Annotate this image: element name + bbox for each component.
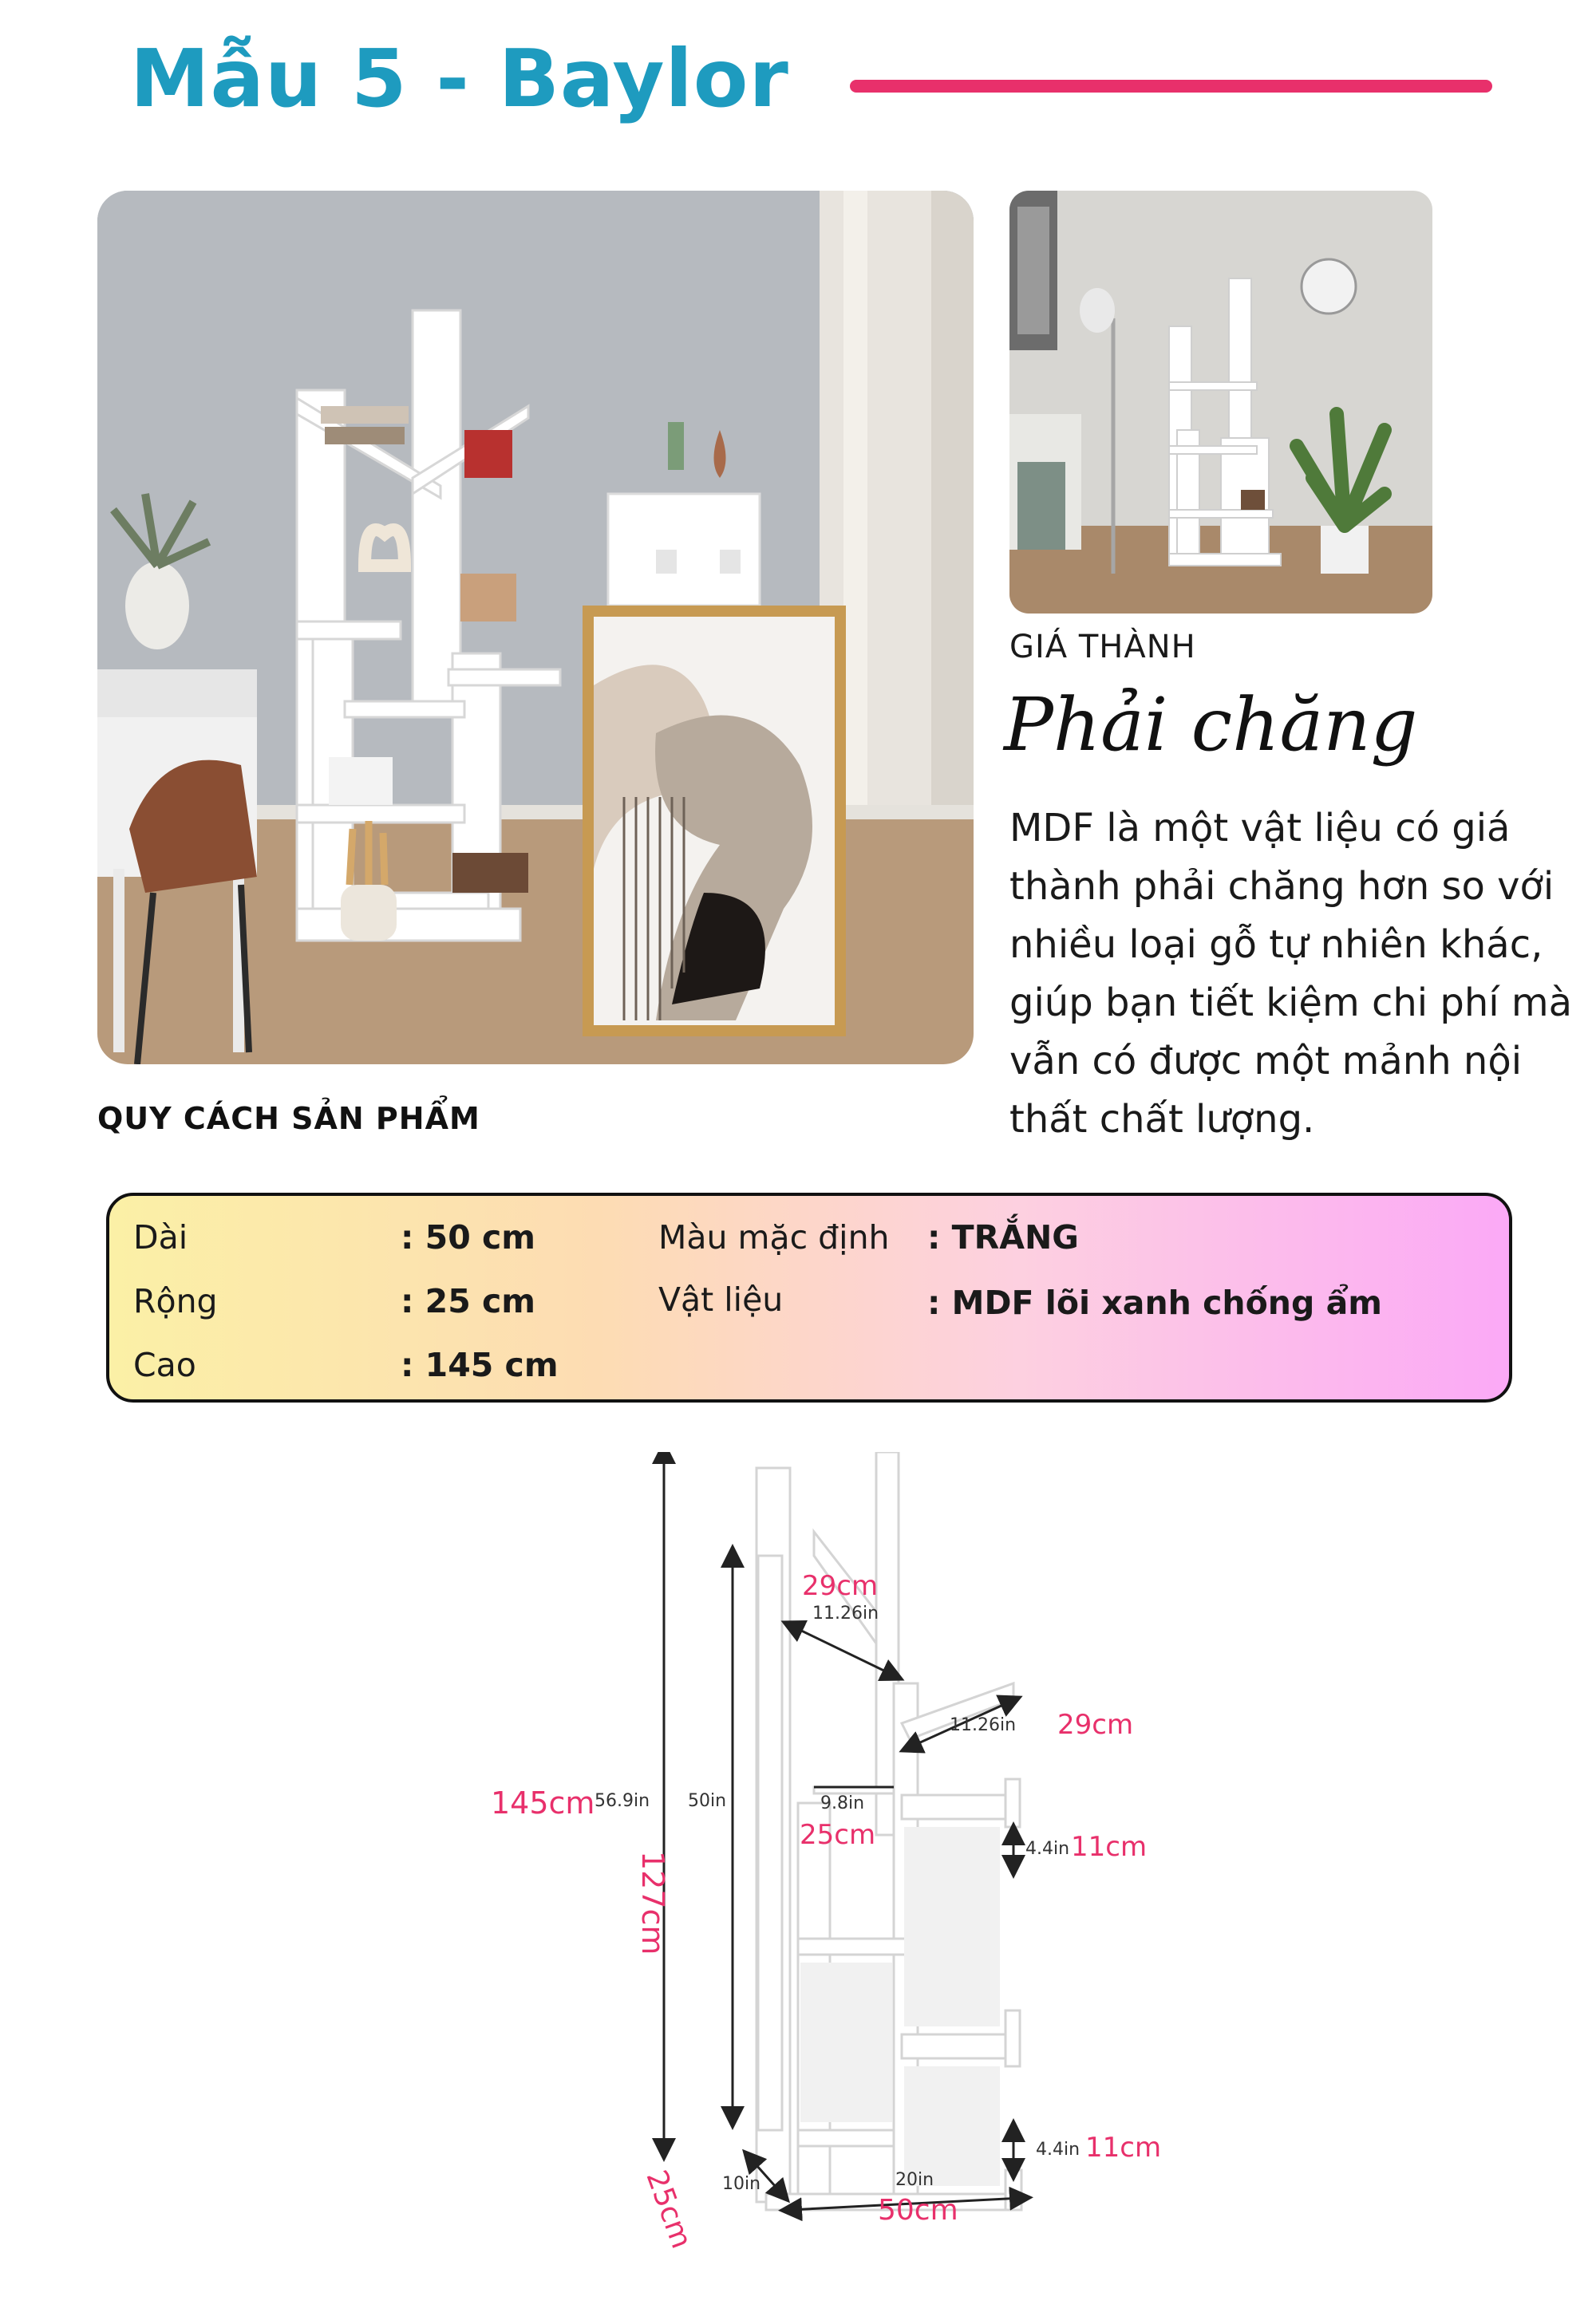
width-in: 20in [895, 2170, 934, 2190]
price-headline: Phải chăng [1004, 682, 1418, 767]
spec-height-label: Cao [133, 1346, 196, 1384]
spec-length-label: Dài [133, 1218, 188, 1257]
spec-width-label: Rộng [133, 1282, 218, 1320]
product-photo-room [1009, 191, 1432, 614]
top-shelf-cm: 29cm [802, 1570, 879, 1602]
lip-top-in: 4.4in [1025, 1839, 1070, 1859]
side-shelf-in: 11.26in [950, 1715, 1017, 1735]
spec-material-label: Vật liệu [658, 1280, 784, 1319]
total-height-cm: 145cm [491, 1785, 595, 1821]
spec-color-value: : TRẮNG [927, 1218, 1079, 1257]
depth-in: 10in [722, 2174, 761, 2194]
side-shelf-cm: 29cm [1057, 1709, 1134, 1741]
inner-width-in: 9.8in [820, 1793, 865, 1813]
lip-top-cm: 11cm [1071, 1831, 1148, 1863]
inner-width-cm: 25cm [800, 1819, 876, 1851]
spec-height-value: : 145 cm [401, 1346, 559, 1384]
spec-width-value: : 25 cm [401, 1282, 536, 1320]
width-cm: 50cm [878, 2194, 958, 2227]
title-accent-rule [850, 80, 1492, 93]
spec-material-value: : MDF lõi xanh chống ẩm [927, 1284, 1382, 1322]
spec-heading: QUY CÁCH SẢN PHẨM [97, 1101, 480, 1136]
spec-color-label: Màu mặc định [658, 1218, 890, 1257]
inner-height-cm: 127cm [635, 1851, 670, 1955]
depth-cm: 25cm [639, 2166, 698, 2253]
lip-bottom-cm: 11cm [1085, 2132, 1162, 2164]
price-label: GIÁ THÀNH [1009, 629, 1196, 665]
page-title: Mẫu 5 - Baylor [130, 32, 789, 125]
price-description: MDF là một vật liệu có giá thành phải chăng hơn so với nhiều loại gỗ tự nhiên khác, giúp bạn tiết kiệm chi phí mà vẫn có được một mảnh nội thất chất lượng. [1009, 806, 1573, 1142]
total-height-in: 56.9in [595, 1791, 650, 1811]
inner-height-in: 50in [688, 1791, 727, 1811]
product-photo-main [97, 191, 974, 1064]
spec-table [106, 1193, 1512, 1403]
dimension-diagram [479, 1452, 1162, 2253]
lip-bottom-in: 4.4in [1036, 2140, 1080, 2160]
top-shelf-in: 11.26in [812, 1604, 879, 1624]
spec-length-value: : 50 cm [401, 1218, 536, 1257]
